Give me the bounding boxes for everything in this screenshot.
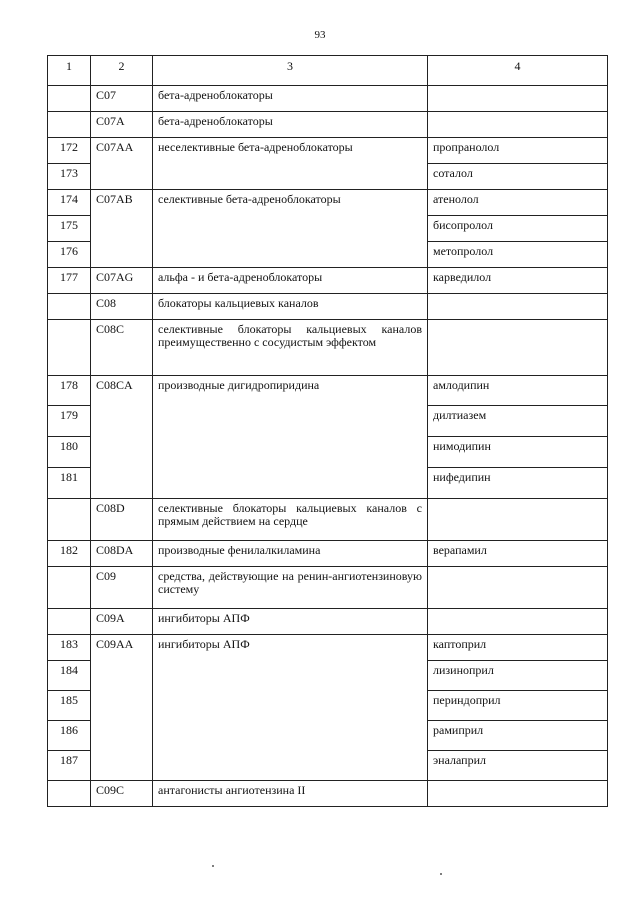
table-row xyxy=(48,112,608,138)
column-header-3: 3 xyxy=(153,56,428,86)
table-row xyxy=(48,138,608,164)
drug-name-cell xyxy=(428,781,608,807)
group-name-cell: средства, действующие на ренин-ангиотензиновую систему xyxy=(153,567,428,609)
drug-name-cell xyxy=(428,294,608,320)
drug-name-cell: рамиприл xyxy=(428,721,608,751)
row-number-cell xyxy=(48,609,91,635)
table-row xyxy=(48,541,608,567)
table-row xyxy=(48,190,608,216)
group-name-cell: селективные бета-адреноблокаторы xyxy=(153,190,428,268)
drug-name-cell xyxy=(428,320,608,376)
table-row xyxy=(48,609,608,635)
drug-classification-table xyxy=(47,55,608,807)
group-name-cell: ингибиторы АПФ xyxy=(153,635,428,781)
drug-name-cell: верапамил xyxy=(428,541,608,567)
drug-name-cell: амлодипин xyxy=(428,376,608,406)
atc-code-cell: C09AA xyxy=(91,635,153,781)
row-number-cell xyxy=(48,86,91,112)
group-name-cell: антагонисты ангиотензина II xyxy=(153,781,428,807)
drug-name-cell xyxy=(428,609,608,635)
row-number-cell: 180 xyxy=(48,437,91,468)
row-number-cell xyxy=(48,294,91,320)
scan-speck xyxy=(212,865,214,867)
atc-code-cell: C08CA xyxy=(91,376,153,499)
row-number-cell: 184 xyxy=(48,661,91,691)
column-header-4: 4 xyxy=(428,56,608,86)
group-name-cell: селективные блокаторы кальциевых каналов преимущественно с сосудистым эффектом xyxy=(153,320,428,376)
row-number-cell: 174 xyxy=(48,190,91,216)
drug-name-cell xyxy=(428,86,608,112)
row-number-cell xyxy=(48,320,91,376)
table-row xyxy=(48,294,608,320)
atc-code-cell: C08DA xyxy=(91,541,153,567)
drug-name-cell xyxy=(428,112,608,138)
group-name-cell: неселективные бета-адреноблокаторы xyxy=(153,138,428,190)
row-number-cell xyxy=(48,781,91,807)
atc-code-cell: C09C xyxy=(91,781,153,807)
drug-name-cell: нимодипин xyxy=(428,437,608,468)
atc-code-cell: C07AB xyxy=(91,190,153,268)
column-header-1: 1 xyxy=(48,56,91,86)
table-row xyxy=(48,781,608,807)
scan-speck xyxy=(440,873,442,875)
drug-name-cell: дилтиазем xyxy=(428,406,608,437)
drug-name-cell: каптоприл xyxy=(428,635,608,661)
drug-name-cell: бисопролол xyxy=(428,216,608,242)
row-number-cell: 173 xyxy=(48,164,91,190)
drug-name-cell: эналаприл xyxy=(428,751,608,781)
drug-name-cell xyxy=(428,567,608,609)
drug-name-cell: лизиноприл xyxy=(428,661,608,691)
row-number-cell: 182 xyxy=(48,541,91,567)
row-number-cell xyxy=(48,567,91,609)
row-number-cell: 175 xyxy=(48,216,91,242)
row-number-cell: 185 xyxy=(48,691,91,721)
table-row xyxy=(48,567,608,609)
group-name-cell: производные фенилалкиламина xyxy=(153,541,428,567)
drug-name-cell: нифедипин xyxy=(428,468,608,499)
row-number-cell: 181 xyxy=(48,468,91,499)
group-name-cell: бета-адреноблокаторы xyxy=(153,112,428,138)
row-number-cell: 176 xyxy=(48,242,91,268)
table-row xyxy=(48,320,608,376)
group-name-cell: производные дигидропиридина xyxy=(153,376,428,499)
column-header-2: 2 xyxy=(91,56,153,86)
table-row xyxy=(48,86,608,112)
group-name-cell: альфа - и бета-адреноблокаторы xyxy=(153,268,428,294)
table-header-row xyxy=(48,56,608,86)
drug-name-cell xyxy=(428,499,608,541)
atc-code-cell: C08C xyxy=(91,320,153,376)
atc-code-cell: C07A xyxy=(91,112,153,138)
row-number-cell xyxy=(48,112,91,138)
drug-name-cell: карведилол xyxy=(428,268,608,294)
drug-name-cell: периндоприл xyxy=(428,691,608,721)
group-name-cell: блокаторы кальциевых каналов xyxy=(153,294,428,320)
row-number-cell: 178 xyxy=(48,376,91,406)
atc-code-cell: C07 xyxy=(91,86,153,112)
page-number: 93 xyxy=(314,29,326,41)
row-number-cell: 177 xyxy=(48,268,91,294)
drug-name-cell: метопролол xyxy=(428,242,608,268)
atc-code-cell: C08D xyxy=(91,499,153,541)
row-number-cell xyxy=(48,499,91,541)
drug-name-cell: атенолол xyxy=(428,190,608,216)
table-row xyxy=(48,268,608,294)
drug-name-cell: пропранолол xyxy=(428,138,608,164)
atc-code-cell: C09A xyxy=(91,609,153,635)
row-number-cell: 183 xyxy=(48,635,91,661)
group-name-cell: селективные блокаторы кальциевых каналов с прямым действием на сердце xyxy=(153,499,428,541)
group-name-cell: бета-адреноблокаторы xyxy=(153,86,428,112)
atc-code-cell: C08 xyxy=(91,294,153,320)
row-number-cell: 179 xyxy=(48,406,91,437)
atc-code-cell: C07AA xyxy=(91,138,153,190)
drug-name-cell: соталол xyxy=(428,164,608,190)
table-row xyxy=(48,376,608,406)
group-name-cell: ингибиторы АПФ xyxy=(153,609,428,635)
row-number-cell: 172 xyxy=(48,138,91,164)
row-number-cell: 186 xyxy=(48,721,91,751)
row-number-cell: 187 xyxy=(48,751,91,781)
table-row xyxy=(48,499,608,541)
atc-code-cell: C09 xyxy=(91,567,153,609)
atc-code-cell: C07AG xyxy=(91,268,153,294)
table-row xyxy=(48,635,608,661)
